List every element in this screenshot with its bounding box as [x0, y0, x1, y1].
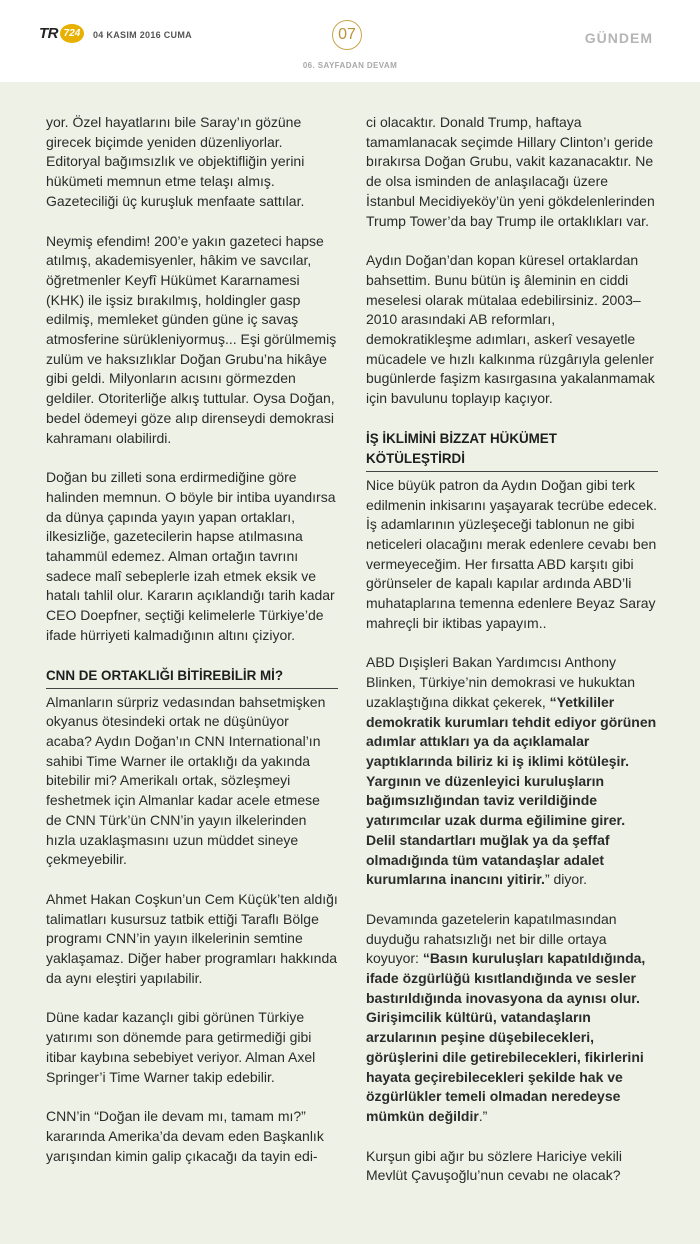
continued-from-label: 06. SAYFADAN DEVAM [302, 61, 398, 70]
paragraph: CNN’in “Doğan ile devam mı, tamam mı?” kararında Amerika’da devam eden Başkanlık yarışından kimin galip çıkacağı da tayin edi- [46, 1108, 324, 1164]
paragraph: Neymiş efendim! 200’e yakın gazeteci hapse atılmış, akademisyenler, hâkim ve savcılar, öğretmenler Keyfî Hükümet Kararnamesi (KHK) ile işsiz bırakılmış, holdingler gasp edilmiş, memleket günden güne iç savaş atmosferine sürükleniyormuş... Eşi görülmemiş zulüm ve haksızlıklar Doğan Grubu’na hikâye gibi geldi. Milyonların acısını görmezden geldiler. Otoriterliğe alkış tuttular. Oysa Doğan, bedel ödemeyi göze alıp direnseydi demokrasi kahramanı olabilirdi. [46, 232, 337, 446]
paragraph: Kurşun gibi ağır bu sözlere Hariciye vekili Mevlüt Çavuşoğlu’nun cevabı ne olacak? [366, 1147, 622, 1184]
paragraph: Almanların sürpriz vedasından bahsetmişken okyanus ötesindeki ortak ne düşünüyor acaba? Aydın Doğan’ın CNN International’ın sahibi Time Warner ile ortaklığı da yakında bitebilir mi? Amerikalı ortak, sözleşmeyi feshetmek için Almanlar kadar acele etmese de CNN Türk’ün CNN’in yayın ilkelerinden hızla uzaklaşmasını uzun müddet sineye çekmeyebilir. [46, 693, 326, 868]
paragraph: ci olacaktır. Donald Trump, haftaya tamamlanacak seçimde Hillary Clinton’ı geride bırakırsa Doğan Grubu, vakit kazanacaktır. Ne de olsa isminden de anlaşılacağı üzere İstanbul Mecidiyeköy’ün yeni gökdelenlerinden Trump Tower’da bay Trump ile ortaklıkları var. [366, 114, 655, 229]
page-number: 07 [332, 20, 362, 50]
section-name: GÜNDEM [584, 30, 653, 46]
logo-badge: 724 [60, 24, 84, 43]
quote-outro: .” [478, 1107, 488, 1124]
quote-outro: ” diyor. [544, 871, 587, 888]
page-header [0, 0, 700, 82]
subheading: CNN DE ORTAKLIĞI BİTİREBİLİR Mİ? [46, 666, 338, 689]
quote-text: “Yetkililer demokratik kurumları tehdit ediyor görünen adımlar attıkları ya da açıklamalar yaptıklarında biliriz ki iş iklimi kötüleşir. Yargının ve düzenleyici kuruluşların bağımsızlığından taviz verildiğinde yatırımcılar uzak durma eğilimine girer. Delil standartları muğlak ya da şeffaf olmadığında tüm vatandaşlar adalet kurumlarına inancını yitirir. [366, 693, 657, 888]
paragraph: Düne kadar kazançlı gibi görünen Türkiye yatırımı son dönemde para getirmediği gibi itibar kaybına sebebiyet veriyor. Alman Axel Springer’i Time Warner takip edebilir. [46, 1009, 316, 1085]
quote-intro: ABD Dışişleri Bakan Yardımcısı Anthony Blinken, Türkiye’nin demokrasi ve hukuktan uzaklaştığına dikkat çekerek, [366, 654, 635, 710]
quote-paragraph [366, 910, 658, 1127]
tr724-logo[interactable] [39, 25, 89, 45]
article-column-left [46, 113, 338, 1186]
article-column-right [366, 113, 658, 1206]
paragraph: Aydın Doğan’dan kopan küresel ortaklardan bahsettim. Bunu bütün iş âleminin en ciddi meselesi olarak mütalaa edebilirsiniz. 2003–2010 arasındaki AB reformları, demokratikleşme adımları, askerî vesayetle mücadele ve hızlı kalkınma rüzgârıyla gelenler bugünlerde faşizm kasırgasına yakalanmamak için bavulunu toplayıp kaçıyor. [366, 252, 655, 407]
quote-text: “Basın kuruluşları kapatıldığında, ifade özgürlüğü kısıtlandığında ve sesler bastırıldığında inovasyona da aynısı olur. Girişimcilik kültürü, vatandaşların arzularının peşine düşebilecekleri, görüşlerini dile getirebilecekleri, fikirlerini hayata geçirebilecekleri şekilde hak ve özgürlükler temeli olmadan neredeyse mümkün değildir [366, 950, 646, 1124]
quote-paragraph [366, 653, 658, 889]
subheading: İŞ İKLİMİNİ BİZZAT HÜKÜMET KÖTÜLEŞTİRDİ [366, 429, 658, 472]
paragraph: Ahmet Hakan Coşkun’un Cem Küçük’ten aldığı talimatları kusursuz tatbik ettiği Taraflı Bölge programı CNN’in yayın ilkelerinin semtine yaklaşamaz. Diğer haber programları hakkında da aynı eleştiri yapılabilir. [46, 890, 338, 986]
logo-tr-text: TR [39, 25, 58, 42]
quote-intro: Devamında gazetelerin kapatılmasından duyduğu rahatsızlığı net bir dille ortaya koyuyor: [366, 910, 617, 967]
issue-date: 04 KASIM 2016 CUMA [93, 30, 192, 40]
paragraph: Nice büyük patron da Aydın Doğan gibi terk edilmenin inkisarını yaşayarak tecrübe edecek. İş adamlarının yüzleşeceği tablonun ne gibi neticeleri olacağını merak edenlere cevabı ben vermeyeceğim. Her fırsatta ABD karşıtı gibi görünseler de kapalı kapılar ardında ABD’li muhataplarına temenna edenlere Beyaz Saray mahreçli bir iktibas yapayım.. [366, 476, 658, 631]
paragraph: yor. Özel hayatlarını bile Saray’ın gözüne girecek biçimde yeniden düzenliyorlar. Editoryal bağımsızlık ve objektifliğin yerini hükümeti memnun etme telaşı almış. Gazeteciliği üç kuruşluk menfaate sattılar. [46, 114, 305, 209]
paragraph: Doğan bu zilleti sona erdirmediğine göre halinden memnun. O böyle bir intiba uyandırsa da dünya çapında yayın yapan ortakları, ilkesizliğe, gazetecilerin hapse atılmasına tahammül edemez. Alman ortağın tavrını sadece malî sebeplerle izah etmek eksik ve hatalı tahlil olur. Kararın açıklandığı tarih kadar CEO Doepfner, seçtiği kelimelerle Türkiye’de ifade hürriyeti kalmadığının altını çiziyor. [46, 469, 336, 643]
